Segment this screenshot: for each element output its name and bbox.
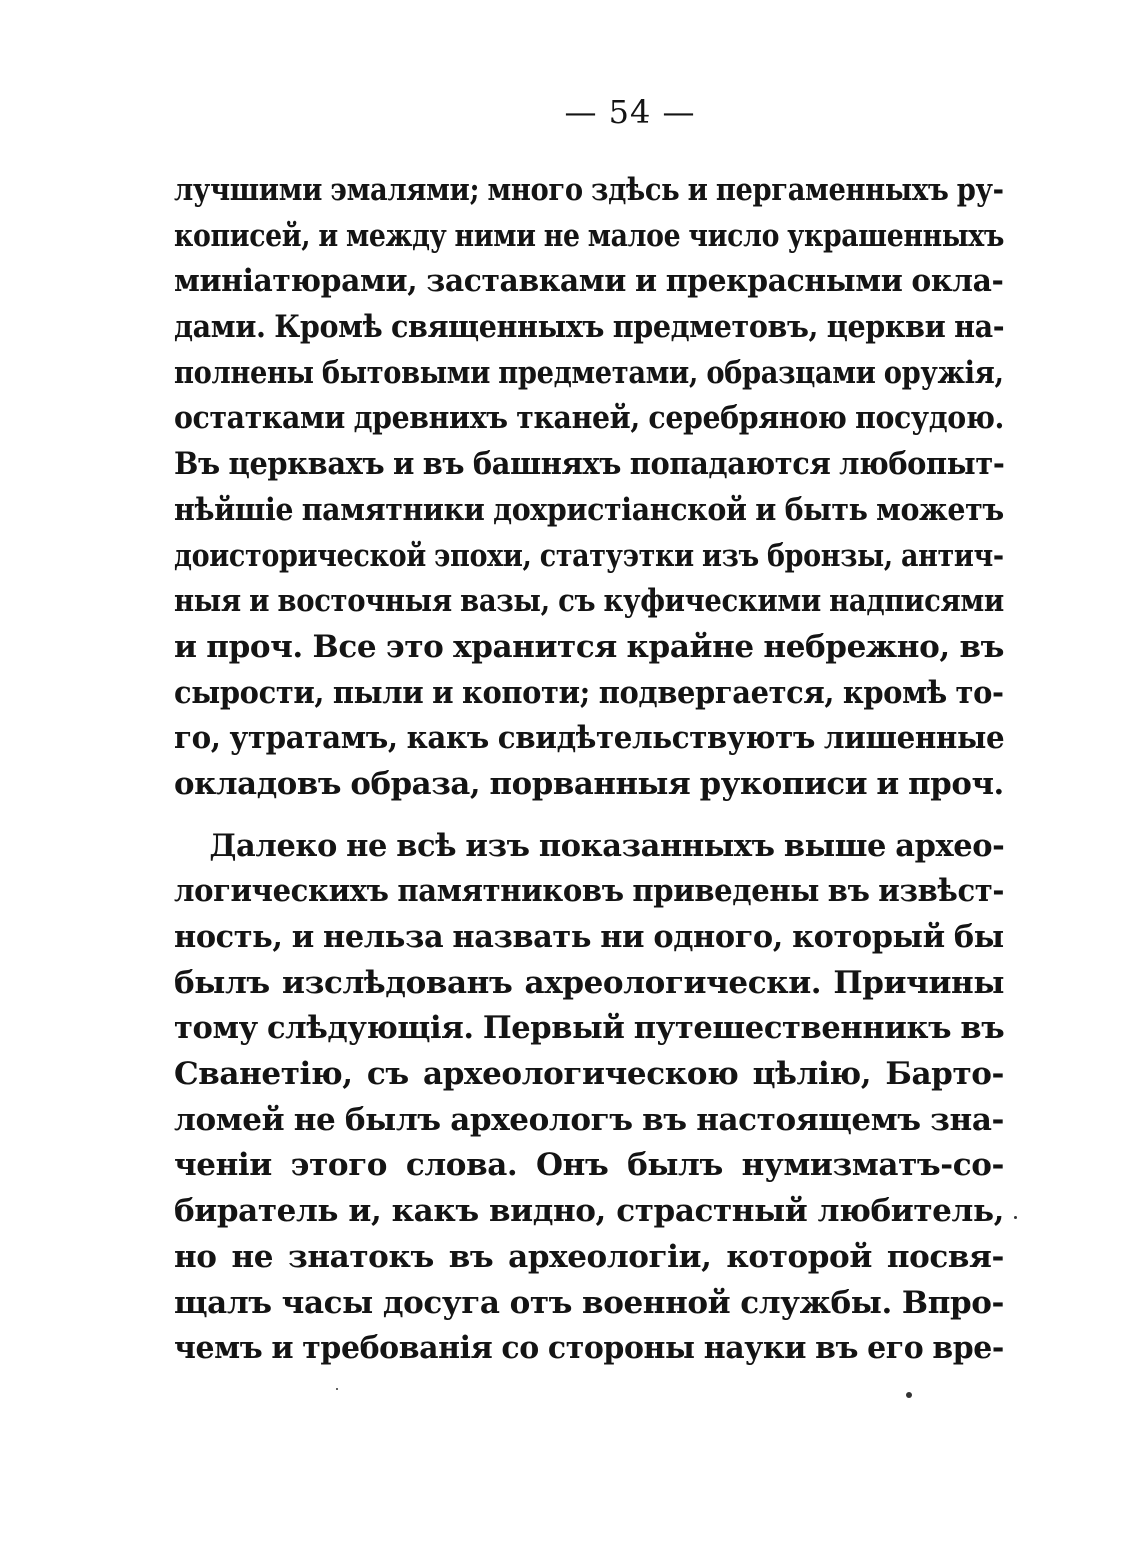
body-text [174, 168, 1004, 1372]
text-line: ломей не былъ археологъ въ настоящемъ зна- [174, 1101, 1004, 1138]
scan-speck [1014, 1216, 1017, 1219]
text-line: доисторической эпохи, статуэтки изъ бронзы, антич- [174, 537, 1004, 574]
text-line: ченіи этого слова. Онъ былъ нумизматъ-со- [174, 1147, 1004, 1184]
paragraph-2 [174, 824, 1004, 1372]
text-line: Далеко не всѣ изъ показанныхъ выше архео- [209, 827, 1005, 864]
text-line: миніатюрами, заставками и прекрасными окла- [174, 263, 1004, 300]
text-line: лучшими эмалями; много здѣсь и пергаменныхъ ру- [174, 172, 1004, 208]
text-line: и проч. Все это хранится крайне небрежно, въ [174, 628, 1004, 665]
text-line: биратель и, какъ видно, страстный любитель, [174, 1193, 1004, 1230]
text-line: чемъ и требованія со стороны науки въ его вре- [174, 1330, 1004, 1367]
page-number: — 54 — [564, 93, 696, 131]
text-line: нѣйшіе памятники дохристіанской и быть можетъ [174, 491, 1004, 528]
text-line: былъ изслѣдованъ ахреологически. Причины [174, 964, 1004, 1001]
text-line: кописей, и между ними не малое число украшенныхъ [174, 217, 1005, 254]
text-line: дами. Кромѣ священныхъ предметовъ, церкви на- [174, 309, 1005, 346]
text-line: остатками древнихъ тканей, серебряною посудою. [174, 400, 1005, 437]
text-line: щалъ часы досуга отъ военной службы. Впро- [174, 1284, 1004, 1321]
text-line: тому слѣдующія. Первый путешественникъ въ [174, 1010, 1005, 1047]
paragraph-1 [174, 168, 1004, 808]
text-line: ность, и нельза назвать ни одного, который бы [174, 919, 1004, 955]
text-line: сырости, пыли и копоти; подвергается, кромѣ то- [174, 674, 1004, 711]
text-line: логическихъ памятниковъ приведены въ извѣст- [174, 873, 1005, 910]
scan-speck [906, 1392, 912, 1398]
text-line: Въ церквахъ и въ башняхъ попадаются любопыт- [174, 446, 1005, 483]
text-line: но не знатокъ въ археологіи, которой посвя- [174, 1238, 1004, 1275]
scan-speck [336, 1388, 338, 1390]
text-line: го, утратамъ, какъ свидѣтельствуютъ лишенные [174, 720, 1005, 757]
text-line: Сванетію, съ археологическою цѣлію, Барто- [174, 1056, 1004, 1093]
text-line: полнены бытовыми предметами, образцами оружія, [174, 354, 1004, 391]
text-line: окладовъ образа, порванныя рукописи и проч. [174, 765, 1004, 802]
text-line: ныя и восточныя вазы, съ куфическими надписями [174, 583, 1004, 620]
